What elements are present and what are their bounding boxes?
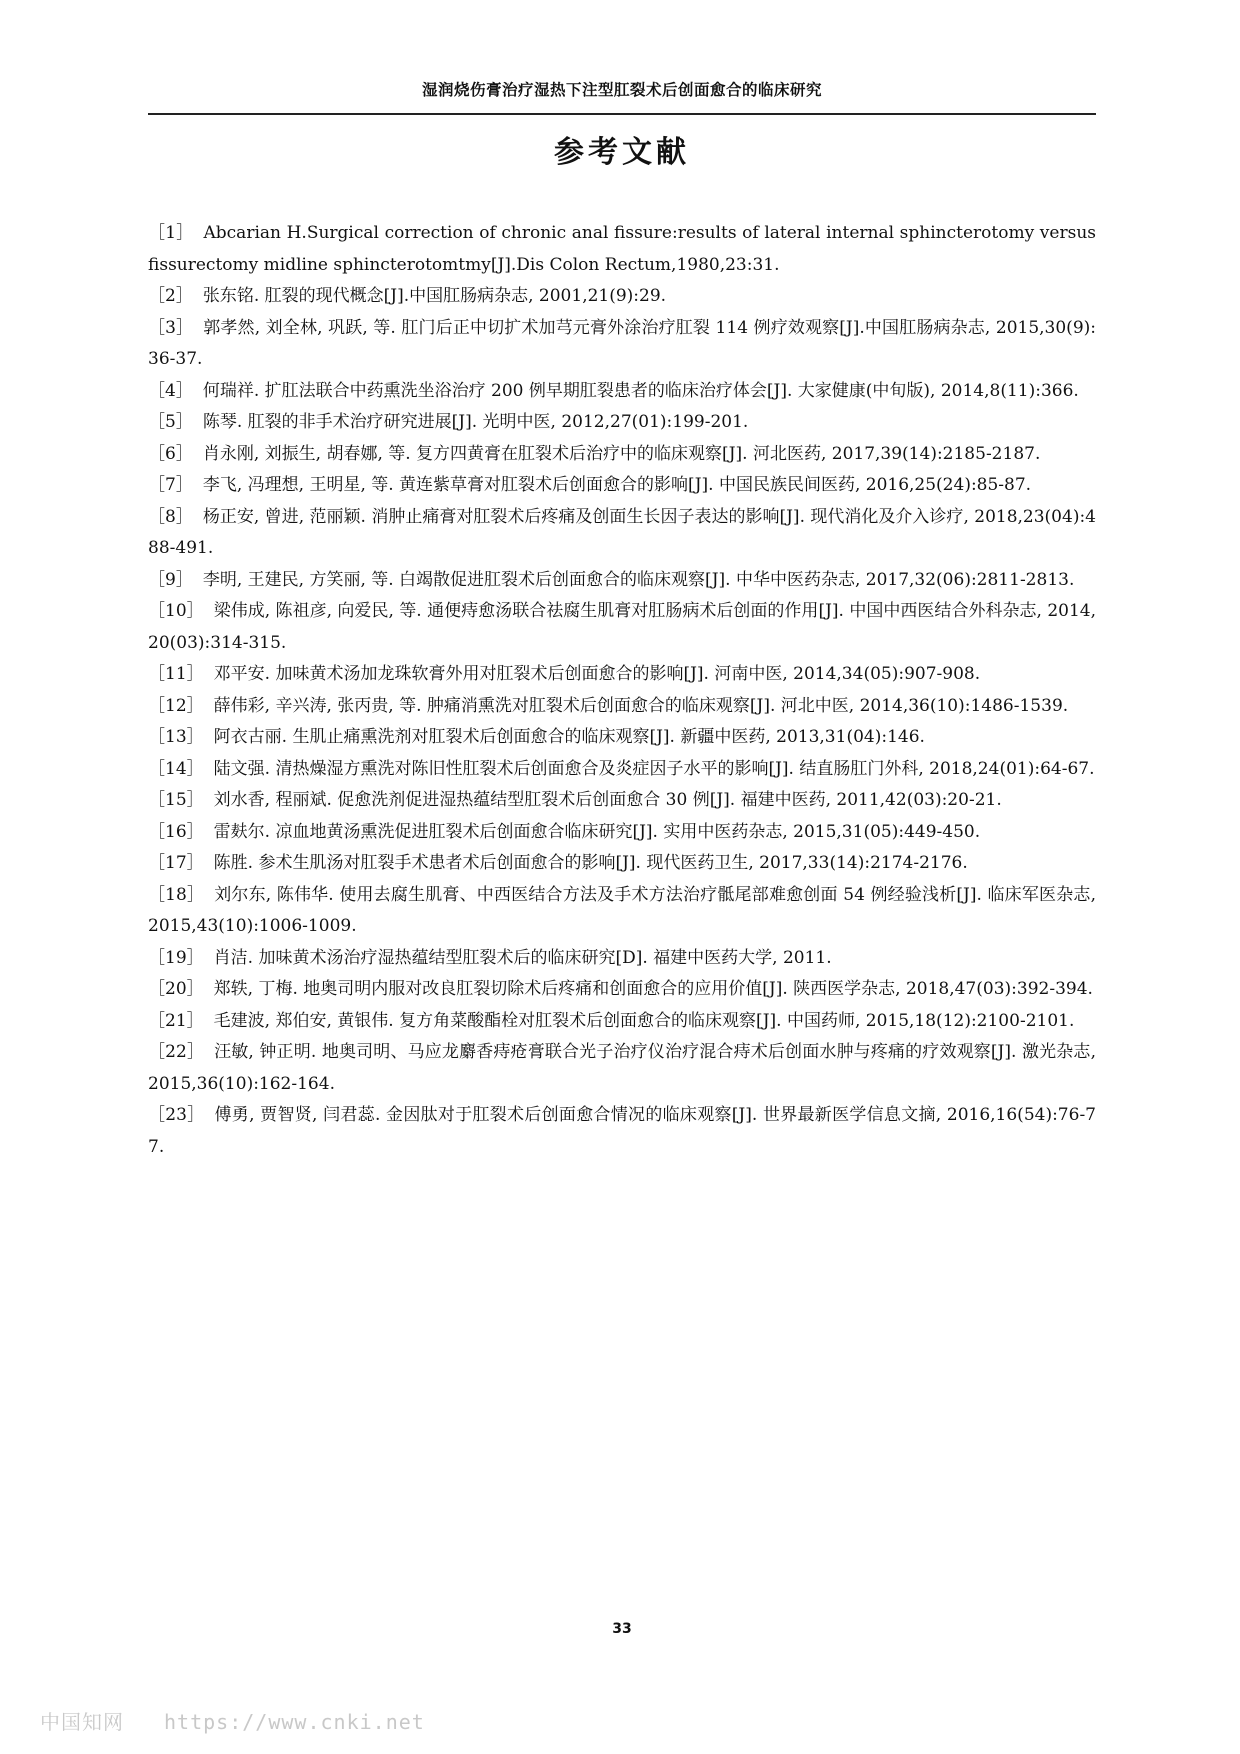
reference-text: 陈琴. 肛裂的非手术治疗研究进展[J]. 光明中医, 2012,27(01):199-201.: [202, 412, 749, 432]
reference-text: 梁伟成, 陈祖彦, 向爱民, 等. 通便痔愈汤联合祛腐生肌膏对肛肠病术后创面的作用[J]. 中国中西医结合外科杂志, 2014,20(03):314-315.: [148, 601, 1097, 653]
reference-text: 毛建波, 郑伯安, 黄银伟. 复方角菜酸酯栓对肛裂术后创面愈合的临床观察[J]. 中国药师, 2015,18(12):2100-2101.: [213, 1010, 1075, 1031]
reference-item: [148, 974, 1096, 1006]
reference-text: Abcarian H.Surgical correction of chronic anal fissure:results of lateral internal sphincterotomy versus fissurectomy midline sphincterotomtmy[J].Dis Colon Rectum,1980,23:31.: [148, 223, 1096, 275]
reference-text: 刘尔东, 陈伟华. 使用去腐生肌膏、中西医结合方法及手术方法治疗骶尾部难愈创面 54 例经验浅析[J]. 临床军医杂志, 2015,43(10):1006-1009.: [148, 884, 1097, 936]
reference-item: [148, 943, 1096, 975]
reference-item: [148, 502, 1096, 565]
reference-item: [148, 785, 1096, 817]
reference-text: 郭孝然, 刘全林, 巩跃, 等. 肛门后正中切扩术加芎元膏外涂治疗肛裂 114 例疗效观察[J].中国肛肠病杂志, 2015,30(9):36-37.: [148, 317, 1096, 369]
reference-item: [148, 281, 1096, 313]
reference-text: 陆文强. 清热燥湿方熏洗对陈旧性肛裂术后创面愈合及炎症因子水平的影响[J]. 结直肠肛门外科, 2018,24(01):64-67.: [213, 758, 1095, 779]
watermark-site-name: 中国知网: [40, 1710, 124, 1734]
reference-number: ［1］: [148, 223, 194, 243]
reference-number: ［21］: [148, 1010, 204, 1031]
watermark: [40, 1706, 425, 1735]
reference-number: ［22］: [148, 1042, 205, 1062]
reference-text: 肖永刚, 刘振生, 胡春娜, 等. 复方四黄膏在肛裂术后治疗中的临床观察[J]. 河北医药, 2017,39(14):2185-2187.: [202, 443, 1041, 464]
reference-number: ［17］: [148, 853, 204, 873]
reference-item: [148, 817, 1096, 849]
reference-number: ［9］: [148, 569, 193, 590]
reference-number: ［18］: [148, 884, 205, 905]
reference-item: [148, 880, 1096, 943]
reference-text: 薛伟彩, 辛兴涛, 张丙贵, 等. 肿痛消熏洗对肛裂术后创面愈合的临床观察[J]. 河北中医, 2014,36(10):1486-1539.: [213, 695, 1069, 716]
reference-number: ［23］: [148, 1105, 205, 1125]
reference-number: ［2］: [148, 286, 193, 306]
reference-item: [148, 1037, 1096, 1100]
reference-item: [148, 1100, 1096, 1163]
reference-number: ［4］: [148, 380, 193, 401]
reference-text: 邓平安. 加味黄术汤加龙珠软膏外用对肛裂术后创面愈合的影响[J]. 河南中医, 2014,34(05):907-908.: [213, 664, 981, 684]
reference-number: ［13］: [148, 727, 204, 747]
reference-text: 陈胜. 参术生肌汤对肛裂手术患者术后创面愈合的影响[J]. 现代医药卫生, 2017,33(14):2174-2176.: [213, 853, 968, 873]
reference-text: 刘水香, 程丽斌. 促愈洗剂促进湿热蕴结型肛裂术后创面愈合 30 例[J]. 福建中医药, 2011,42(03):20-21.: [213, 790, 1002, 810]
section-title: 参考文献: [554, 135, 690, 170]
reference-text: 张东铭. 肛裂的现代概念[J].中国肛肠病杂志, 2001,21(9):29.: [202, 286, 667, 306]
reference-text: 阿衣古丽. 生肌止痛熏洗剂对肛裂术后创面愈合的临床观察[J]. 新疆中医药, 2013,31(04):146.: [213, 727, 925, 747]
reference-number: ［8］: [148, 506, 193, 527]
reference-list: [148, 218, 1096, 1163]
reference-item: [148, 376, 1096, 408]
reference-number: ［6］: [148, 443, 193, 464]
reference-text: 杨正安, 曾进, 范丽颖. 消肿止痛膏对肛裂术后疼痛及创面生长因子表达的影响[J]. 现代消化及介入诊疗, 2018,23(04):488-491.: [148, 506, 1096, 558]
reference-number: ［19］: [148, 947, 204, 968]
reference-item: [148, 407, 1096, 439]
reference-item: [148, 470, 1096, 502]
reference-number: ［3］: [148, 317, 194, 338]
reference-number: ［16］: [148, 821, 204, 842]
reference-number: ［10］: [148, 601, 204, 621]
reference-number: ［7］: [148, 475, 193, 495]
reference-item: [148, 439, 1096, 471]
reference-text: 肖洁. 加味黄术汤治疗湿热蕴结型肛裂术后的临床研究[D]. 福建中医药大学, 2011.: [213, 947, 832, 968]
page-number: 33: [612, 1621, 632, 1637]
reference-text: 何瑞祥. 扩肛法联合中药熏洗坐浴治疗 200 例早期肛裂患者的临床治疗体会[J]. 大家健康(中旬版), 2014,8(11):366.: [202, 380, 1079, 401]
header-divider: [148, 113, 1096, 115]
reference-item: [148, 596, 1096, 659]
reference-item: [148, 565, 1096, 597]
reference-number: ［20］: [148, 979, 204, 999]
reference-text: 雷麸尔. 凉血地黄汤熏洗促进肛裂术后创面愈合临床研究[J]. 实用中医药杂志, 2015,31(05):449-450.: [213, 821, 981, 842]
reference-item: [148, 722, 1096, 754]
reference-item: [148, 313, 1096, 376]
reference-text: 郑轶, 丁梅. 地奥司明内服对改良肛裂切除术后疼痛和创面愈合的应用价值[J]. 陕西医学杂志, 2018,47(03):392-394.: [213, 979, 1093, 999]
reference-item: [148, 1006, 1096, 1038]
reference-number: ［12］: [148, 695, 204, 716]
reference-item: [148, 659, 1096, 691]
reference-text: 傅勇, 贾智贤, 闫君蕊. 金因肽对于肛裂术后创面愈合情况的临床观察[J]. 世界最新医学信息文摘, 2016,16(54):76-77.: [148, 1105, 1097, 1157]
reference-text: 汪敏, 钟正明. 地奥司明、马应龙麝香痔疮膏联合光子治疗仪治疗混合痔术后创面水肿与疼痛的疗效观察[J]. 激光杂志, 2015,36(10):162-164.: [148, 1042, 1096, 1094]
watermark-url: https://www.cnki.net: [164, 1710, 425, 1734]
reference-text: 李飞, 冯理想, 王明星, 等. 黄连紫草膏对肛裂术后创面愈合的影响[J]. 中国民族民间医药, 2016,25(24):85-87.: [202, 475, 1032, 495]
reference-item: [148, 691, 1096, 723]
reference-number: ［11］: [148, 664, 204, 684]
reference-item: [148, 754, 1096, 786]
reference-number: ［5］: [148, 412, 193, 432]
reference-number: ［15］: [148, 790, 204, 810]
reference-item: [148, 218, 1096, 281]
reference-text: 李明, 王建民, 方笑丽, 等. 白竭散促进肛裂术后创面愈合的临床观察[J]. 中华中医药杂志, 2017,32(06):2811-2813.: [202, 569, 1075, 590]
running-header: 湿润烧伤膏治疗湿热下注型肛裂术后创面愈合的临床研究: [421, 81, 822, 99]
reference-number: ［14］: [148, 758, 204, 779]
reference-item: [148, 848, 1096, 880]
